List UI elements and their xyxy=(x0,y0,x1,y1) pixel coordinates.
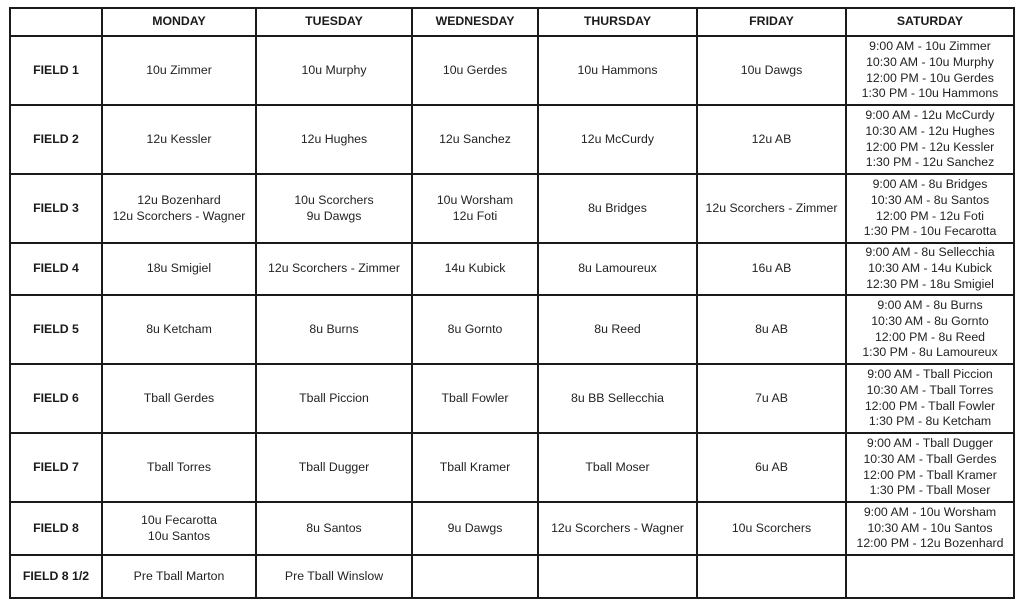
field-label: FIELD 8 1/2 xyxy=(10,555,102,598)
schedule-entry: 10:30 AM - Tball Gerdes xyxy=(863,451,997,466)
schedule-cell-thursday xyxy=(538,364,697,433)
schedule-cell-thursday xyxy=(538,433,697,502)
schedule-entry: 1:30 PM - 10u Hammons xyxy=(861,86,999,101)
schedule-row xyxy=(10,105,1014,174)
field-label: FIELD 5 xyxy=(10,295,102,364)
schedule-entry: 9:00 AM - Tball Piccion xyxy=(867,366,993,381)
schedule-entry: 6u AB xyxy=(755,459,788,474)
schedule-body xyxy=(10,36,1014,598)
schedule-cell-friday xyxy=(697,243,846,295)
schedule-entry: 10u Scorchers xyxy=(294,192,374,207)
schedule-row xyxy=(10,502,1014,555)
schedule-cell-monday xyxy=(102,243,256,295)
schedule-entry: 8u Bridges xyxy=(588,200,647,215)
schedule-entry: 8u AB xyxy=(755,321,788,336)
schedule-cell-friday xyxy=(697,555,846,598)
schedule-entry: 9u Dawgs xyxy=(306,208,362,223)
schedule-entry: 10u Gerdes xyxy=(442,62,508,77)
schedule-entry: 1:30 PM - 10u Fecarotta xyxy=(863,224,997,239)
schedule-entry: 12u Kessler xyxy=(146,131,212,146)
schedule-entry: 10:30 AM - Tball Torres xyxy=(866,382,994,397)
schedule-cell-monday xyxy=(102,105,256,174)
schedule-cell-saturday xyxy=(846,555,1014,598)
schedule-cell-wednesday xyxy=(412,36,538,105)
schedule-cell-wednesday xyxy=(412,243,538,295)
schedule-entry: 10:30 AM - 14u Kubick xyxy=(868,261,992,276)
schedule-entry: 12u Sanchez xyxy=(439,131,511,146)
header-row xyxy=(10,8,1014,36)
schedule-entry: 9u Dawgs xyxy=(447,520,503,535)
schedule-entry: Tball Fowler xyxy=(441,390,509,405)
schedule-cell-thursday xyxy=(538,243,697,295)
field-label: FIELD 6 xyxy=(10,364,102,433)
schedule-entry: 10:30 AM - 12u Hughes xyxy=(865,123,995,138)
schedule-cell-friday xyxy=(697,174,846,243)
schedule-cell-tuesday xyxy=(256,105,412,174)
schedule-cell-wednesday xyxy=(412,364,538,433)
schedule-cell-saturday xyxy=(846,364,1014,433)
field-label: FIELD 2 xyxy=(10,105,102,174)
schedule-cell-saturday xyxy=(846,105,1014,174)
schedule-entry: 10:30 AM - 10u Santos xyxy=(867,520,993,535)
schedule-cell-friday xyxy=(697,36,846,105)
schedule-entry: Tball Gerdes xyxy=(143,390,215,405)
schedule-cell-thursday xyxy=(538,174,697,243)
schedule-cell-thursday xyxy=(538,36,697,105)
field-label: FIELD 8 xyxy=(10,502,102,555)
schedule-entry: Tball Moser xyxy=(585,459,650,474)
schedule-entry: 18u Smigiel xyxy=(146,261,212,276)
schedule-entry: 8u Santos xyxy=(306,520,362,535)
schedule-cell-saturday xyxy=(846,36,1014,105)
schedule-cell-monday xyxy=(102,174,256,243)
schedule-cell-wednesday xyxy=(412,555,538,598)
schedule-entry: 12:00 PM - 12u Foti xyxy=(876,208,984,223)
header-monday: MONDAY xyxy=(102,8,256,36)
schedule-entry: 14u Kubick xyxy=(444,261,506,276)
schedule-cell-monday xyxy=(102,364,256,433)
field-label: FIELD 7 xyxy=(10,433,102,502)
schedule-entry: 12:00 PM - 8u Reed xyxy=(874,329,986,344)
schedule-cell-thursday xyxy=(538,555,697,598)
schedule-entry: 8u Lamoureux xyxy=(578,261,657,276)
field-label: FIELD 1 xyxy=(10,36,102,105)
schedule-entry: Tball Dugger xyxy=(298,459,370,474)
schedule-entry: 12u Scorchers - Wagner xyxy=(551,520,684,535)
schedule-entry: 1:30 PM - Tball Moser xyxy=(869,483,991,498)
schedule-entry: Pre Tball Marton xyxy=(133,568,225,583)
schedule-cell-friday xyxy=(697,295,846,364)
schedule-entry: 10:30 AM - 10u Murphy xyxy=(866,54,994,69)
schedule-entry: 9:00 AM - 10u Zimmer xyxy=(869,38,991,53)
schedule-entry: 9:00 AM - 8u Bridges xyxy=(872,176,988,191)
schedule-entry: Tball Kramer xyxy=(439,459,511,474)
schedule-entry: 12:30 PM - 18u Smigiel xyxy=(866,276,994,291)
schedule-cell-tuesday xyxy=(256,243,412,295)
schedule-cell-friday xyxy=(697,502,846,555)
schedule-entry: 12u McCurdy xyxy=(580,131,655,146)
field-schedule-table xyxy=(9,7,1015,599)
schedule-entry: 12:00 PM - Tball Fowler xyxy=(864,398,996,413)
schedule-cell-thursday xyxy=(538,295,697,364)
header-friday: FRIDAY xyxy=(697,8,846,36)
header-thursday: THURSDAY xyxy=(538,8,697,36)
schedule-entry: 9:00 AM - 10u Worsham xyxy=(863,504,997,519)
field-label: FIELD 3 xyxy=(10,174,102,243)
schedule-entry: 9:00 AM - 8u Sellecchia xyxy=(865,245,995,260)
schedule-cell-saturday xyxy=(846,243,1014,295)
schedule-entry: 10u Zimmer xyxy=(146,62,212,77)
header-saturday: SATURDAY xyxy=(846,8,1014,36)
schedule-entry: 10u Murphy xyxy=(301,62,367,77)
schedule-entry: 8u Gornto xyxy=(447,321,503,336)
schedule-entry: 10:30 AM - 8u Santos xyxy=(870,192,990,207)
schedule-entry: 8u Burns xyxy=(309,321,359,336)
header-corner xyxy=(10,8,102,36)
schedule-row xyxy=(10,36,1014,105)
schedule-entry: 10u Hammons xyxy=(577,62,658,77)
schedule-cell-wednesday xyxy=(412,295,538,364)
schedule-cell-thursday xyxy=(538,502,697,555)
schedule-row xyxy=(10,295,1014,364)
schedule-entry: 12:00 PM - 10u Gerdes xyxy=(866,70,994,85)
schedule-entry: 12u AB xyxy=(751,131,792,146)
schedule-entry: 10u Worsham xyxy=(436,192,514,207)
schedule-entry: 8u Reed xyxy=(594,321,641,336)
schedule-cell-wednesday xyxy=(412,174,538,243)
schedule-entry: 10u Scorchers xyxy=(731,520,812,535)
schedule-entry: Tball Torres xyxy=(146,459,211,474)
schedule-cell-friday xyxy=(697,433,846,502)
schedule-entry: 10:30 AM - 8u Gornto xyxy=(871,313,989,328)
schedule-cell-saturday xyxy=(846,433,1014,502)
schedule-cell-wednesday xyxy=(412,502,538,555)
schedule-cell-tuesday xyxy=(256,433,412,502)
schedule-entry: Tball Piccion xyxy=(299,390,369,405)
schedule-cell-tuesday xyxy=(256,36,412,105)
schedule-entry: 7u AB xyxy=(755,390,788,405)
schedule-entry: 16u AB xyxy=(751,261,792,276)
schedule-entry: 10u Dawgs xyxy=(740,62,803,77)
schedule-entry: 12u Foti xyxy=(452,208,498,223)
field-label: FIELD 4 xyxy=(10,243,102,295)
schedule-cell-friday xyxy=(697,105,846,174)
schedule-cell-monday xyxy=(102,36,256,105)
schedule-entry: 12:00 PM - 12u Kessler xyxy=(865,139,995,154)
schedule-row xyxy=(10,433,1014,502)
schedule-entry: 9:00 AM - 12u McCurdy xyxy=(865,107,995,122)
schedule-cell-monday xyxy=(102,502,256,555)
schedule-cell-tuesday xyxy=(256,295,412,364)
schedule-entry: 12u Hughes xyxy=(300,131,368,146)
schedule-cell-saturday xyxy=(846,174,1014,243)
schedule-cell-tuesday xyxy=(256,174,412,243)
schedule-cell-saturday xyxy=(846,502,1014,555)
schedule-entry: 1:30 PM - 8u Lamoureux xyxy=(862,345,998,360)
schedule-cell-thursday xyxy=(538,105,697,174)
schedule-cell-wednesday xyxy=(412,105,538,174)
schedule-row xyxy=(10,364,1014,433)
schedule-cell-saturday xyxy=(846,295,1014,364)
schedule-entry: 12u Scorchers - Wagner xyxy=(112,208,246,223)
schedule-entry: 8u Ketcham xyxy=(146,321,212,336)
schedule-row xyxy=(10,174,1014,243)
schedule-entry: 1:30 PM - 8u Ketcham xyxy=(868,414,992,429)
schedule-entry: 12u Scorchers - Zimmer xyxy=(268,261,400,276)
schedule-entry: 10u Santos xyxy=(147,528,211,543)
schedule-entry: 12:00 PM - Tball Kramer xyxy=(863,467,997,482)
header-tuesday: TUESDAY xyxy=(256,8,412,36)
schedule-cell-wednesday xyxy=(412,433,538,502)
schedule-row xyxy=(10,243,1014,295)
schedule-entry: 9:00 AM - 8u Burns xyxy=(877,297,983,312)
schedule-entry: 12:00 PM - 12u Bozenhard xyxy=(856,536,1004,551)
schedule-entry: 10u Fecarotta xyxy=(141,512,217,527)
schedule-entry: 8u BB Sellecchia xyxy=(571,390,664,405)
schedule-entry: 1:30 PM - 12u Sanchez xyxy=(865,155,995,170)
schedule-cell-tuesday xyxy=(256,502,412,555)
schedule-row xyxy=(10,555,1014,598)
schedule-cell-monday xyxy=(102,433,256,502)
schedule-cell-friday xyxy=(697,364,846,433)
schedule-entry: Pre Tball Winslow xyxy=(284,568,384,583)
schedule-cell-monday xyxy=(102,295,256,364)
schedule-entry: 9:00 AM - Tball Dugger xyxy=(866,435,994,450)
schedule-entry: 12u Scorchers - Zimmer xyxy=(705,200,838,215)
schedule-entry: 12u Bozenhard xyxy=(137,192,221,207)
schedule-cell-tuesday xyxy=(256,555,412,598)
schedule-cell-tuesday xyxy=(256,364,412,433)
schedule-cell-monday xyxy=(102,555,256,598)
header-wednesday: WEDNESDAY xyxy=(412,8,538,36)
